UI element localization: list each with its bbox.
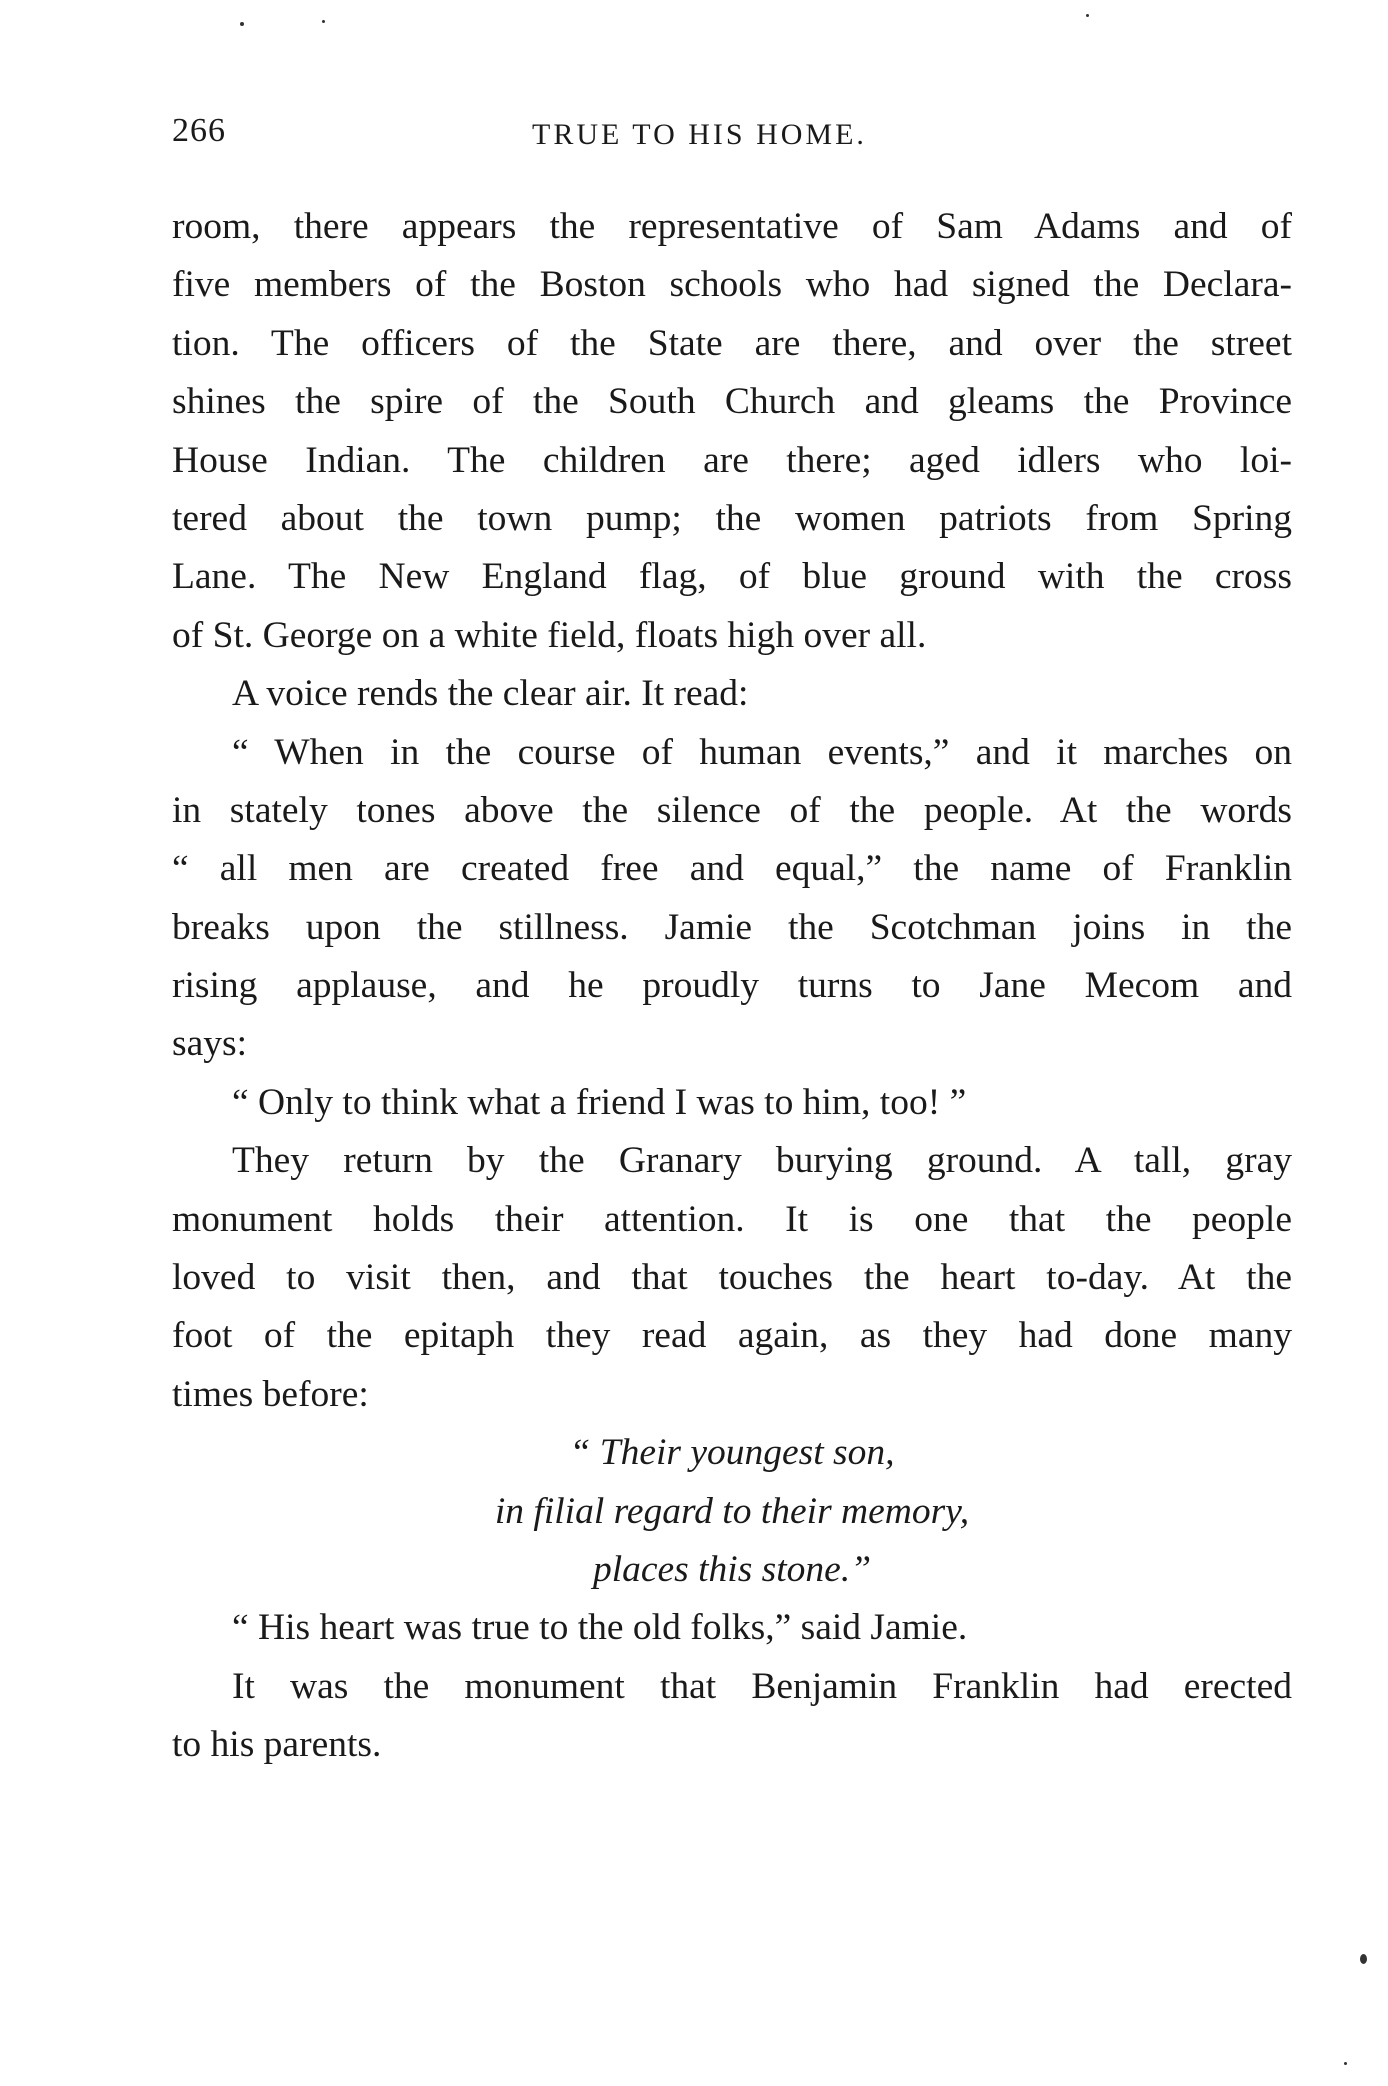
scan-speck	[1086, 14, 1089, 17]
running-head	[172, 112, 1292, 172]
text-line: “ all men are created free and equal,” the name of Franklin	[172, 848, 1292, 890]
text-line: in stately tones above the silence of the people. At the words	[172, 789, 1292, 831]
paragraph	[172, 665, 1292, 723]
text-line: “ When in the course of human events,” and it marches on	[232, 731, 1292, 773]
text-line: shines the spire of the South Church and gleams the Province	[172, 381, 1292, 423]
text-line: breaks upon the stillness. Jamie the Scotchman joins in the	[172, 906, 1292, 948]
text-line: They return by the Granary burying ground. A tall, gray	[232, 1140, 1292, 1182]
epitaph	[172, 1424, 1292, 1599]
epitaph-line: in filial regard to their memory,	[494, 1490, 970, 1532]
text-line: tered about the town pump; the women patriots from Spring	[172, 497, 1292, 539]
running-title: TRUE TO HIS HOME.	[532, 118, 867, 151]
text-line: rising applause, and he proudly turns to Jane Mecom and	[172, 965, 1292, 1007]
text-line: five members of the Boston schools who had signed the Declara-	[172, 264, 1292, 306]
scan-speck	[322, 20, 325, 23]
text-line: House Indian. The children are there; aged idlers who loi-	[172, 439, 1292, 481]
text-line: loved to visit then, and that touches the heart to-day. At the	[172, 1257, 1292, 1299]
text-line: It was the monument that Benjamin Franklin had erected	[232, 1665, 1292, 1707]
body-text	[172, 198, 1292, 1775]
paragraph	[172, 1074, 1292, 1132]
text-line: times before:	[172, 1373, 369, 1415]
epitaph-line: “ Their youngest son,	[569, 1432, 895, 1474]
text-line: room, there appears the representative of Sam Adams and of	[172, 206, 1292, 247]
scan-speck	[240, 22, 244, 26]
text-line: monument holds their attention. It is one that the people	[172, 1198, 1292, 1240]
text-line: “ Only to think what a friend I was to him, too! ”	[232, 1081, 967, 1123]
paragraph	[172, 198, 1292, 665]
text-line: Lane. The New England flag, of blue ground with the cross	[172, 556, 1292, 598]
text-line: to his parents.	[172, 1724, 382, 1766]
text-line: says:	[172, 1023, 247, 1065]
text-line: “ His heart was true to the old folks,” said Jamie.	[232, 1607, 968, 1649]
text-line: A voice rends the clear air. It read:	[232, 673, 749, 715]
text-line: tion. The officers of the State are there, and over the street	[172, 322, 1292, 364]
scan-speck	[1360, 1954, 1367, 1964]
page-number: 266	[172, 112, 226, 149]
text-line: of St. George on a white field, floats high over all.	[172, 614, 927, 656]
scan-speck	[1344, 2062, 1347, 2065]
text-line: foot of the epitaph they read again, as they had done many	[172, 1315, 1292, 1357]
paragraph	[172, 1132, 1292, 1424]
paragraph	[172, 724, 1292, 1074]
paragraph	[172, 1658, 1292, 1775]
paragraph	[172, 1599, 1292, 1657]
epitaph-line: places this stone.”	[592, 1548, 872, 1590]
